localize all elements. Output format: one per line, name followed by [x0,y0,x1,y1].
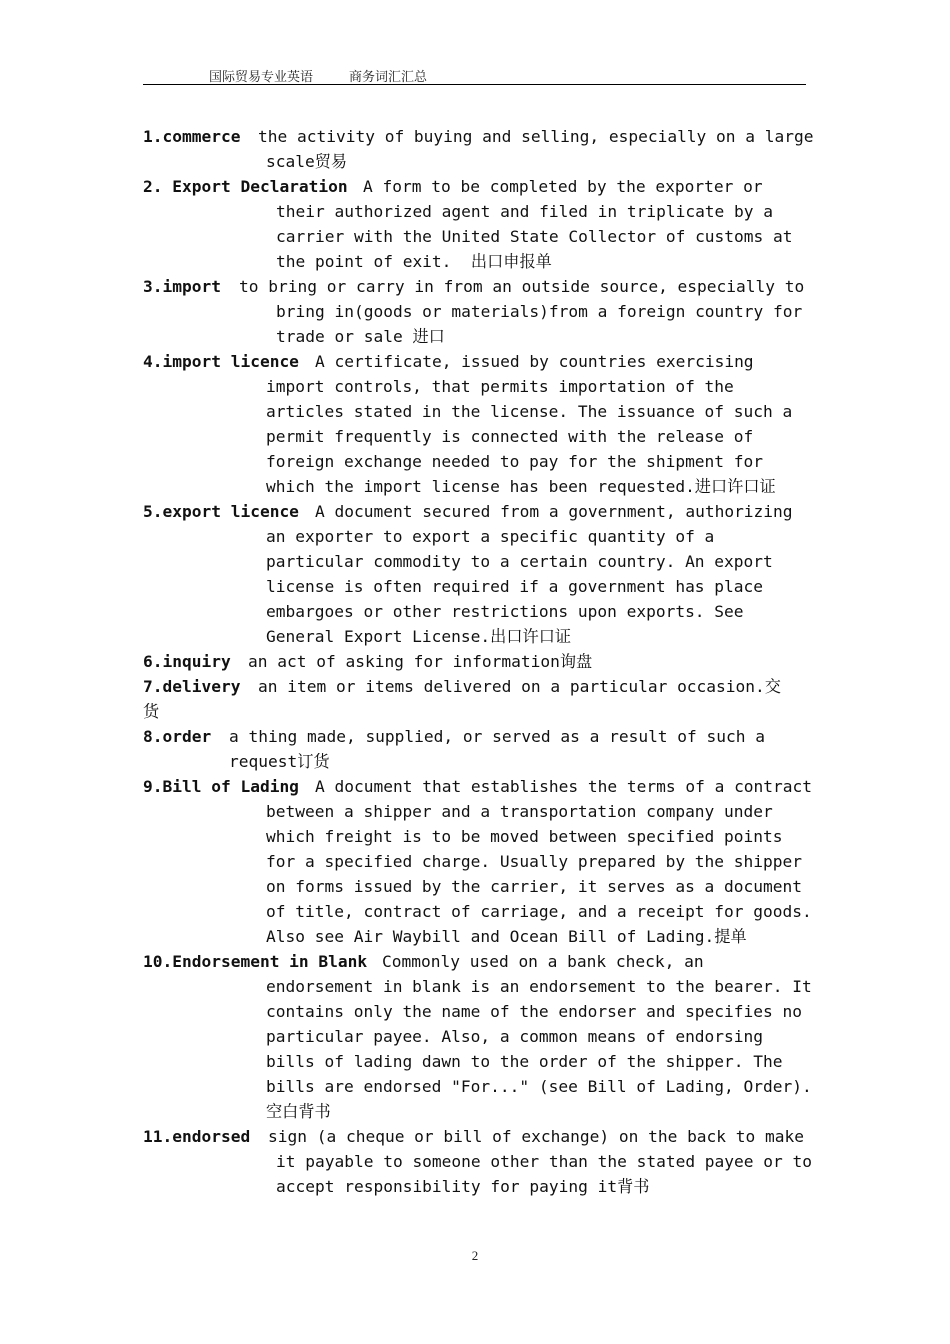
entry-definition-line: an exporter to export a specific quantity of a [266,527,715,546]
entry-definition-line: A document secured from a government, authorizing [315,502,793,521]
entry-definition-line: embargoes or other restrictions upon exports. See [266,602,744,621]
entry-definition-line: bring in(goods or materials)from a foreign country for [276,302,803,321]
entry-definition-line: A document that establishes the terms of a contract [315,777,813,796]
entry-definition-line: foreign exchange needed to pay for the shipment for [266,452,764,471]
entry-definition-line: Commonly used on a bank check, an [382,952,704,971]
entry-definition-line: scale贸易 [266,152,348,171]
entry-term: 9.Bill of Lading [143,777,299,796]
entry-term: 5.export licence [143,502,299,521]
entry-definition-line: a thing made, supplied, or served as a result of such a [229,727,766,746]
entry-term: 1.commerce [143,127,241,146]
entry-definition-line: carrier with the United State Collector of customs at [276,227,793,246]
entry-definition-line: sign (a cheque or bill of exchange) on the back to make [268,1127,805,1146]
page-header [143,64,806,85]
header-section-title: 商务词汇汇总 [349,70,428,85]
entry-definition-line: on forms issued by the carrier, it serves as a document [266,877,803,896]
page-number: 2 [471,1248,479,1263]
entry-definition-line: an item or items delivered on a particular occasion.交 [258,677,781,696]
entry-definition-line: permit frequently is connected with the release of [266,427,754,446]
entry-definition-line: General Export License.出口许口证 [266,627,572,646]
entry-term: 6.inquiry [143,652,231,671]
entry-definition-line: A certificate, issued by countries exercising [315,352,754,371]
entry-term: 3.import [143,277,221,296]
entry-definition-line: endorsement in blank is an endorsement to the bearer. It [266,977,812,996]
entry-definition-line: of title, contract of carriage, and a receipt for goods. [266,902,812,921]
entry-definition-line: A form to be completed by the exporter or [363,177,763,196]
entry-definition-line: contains only the name of the endorser and specifies no [266,1002,803,1021]
entry-definition-line: 货 [143,702,160,721]
entry-term: 10.Endorsement in Blank [143,952,368,971]
entry-definition-line: it payable to someone other than the stated payee or to [276,1152,813,1171]
entry-definition-line: an act of asking for information询盘 [248,652,593,671]
entry-definition-line: import controls, that permits importation of the [266,377,734,396]
entry-definition-line: articles stated in the license. The issuance of such a [266,402,793,421]
entry-definition-line: 空白背书 [266,1102,331,1121]
entry-definition-line: for a specified charge. Usually prepared by the shipper [266,852,803,871]
entry-definition-line: particular payee. Also, a common means of endorsing [266,1027,764,1046]
entry-term: 4.import licence [143,352,299,371]
entry-definition-line: bills of lading dawn to the order of the shipper. The [266,1052,783,1071]
entry-definition-line: accept responsibility for paying it背书 [276,1177,650,1196]
entry-term: 7.delivery [143,677,241,696]
entry-term: 11.endorsed [143,1127,251,1146]
entry-definition-line: bills are endorsed "For..." (see Bill of Lading, Order). [266,1077,812,1096]
entry-definition-line: trade or sale 进口 [276,327,445,346]
entry-definition-line: between a shipper and a transportation company under [266,802,773,821]
entry-definition-line: Also see Air Waybill and Ocean Bill of Lading.提单 [266,927,747,946]
entry-definition-line: the point of exit. 出口申报单 [276,252,552,271]
header-course-title: 国际贸易专业英语 [209,70,314,85]
entry-definition-line: the activity of buying and selling, especially on a large [258,127,814,146]
entry-definition-line: their authorized agent and filed in triplicate by a [276,202,774,221]
entry-definition-line: to bring or carry in from an outside source, especially to [239,277,805,296]
entry-definition-line: particular commodity to a certain country. An export [266,552,773,571]
entry-definition-line: request订货 [229,752,330,771]
entry-term: 8.order [143,727,212,746]
entry-definition-line: license is often required if a government has place [266,577,764,596]
entry-definition-line: which the import license has been requested.进口许口证 [266,477,776,496]
entry-term: 2. Export Declaration [143,177,348,196]
entry-definition-line: which freight is to be moved between specified points [266,827,783,846]
